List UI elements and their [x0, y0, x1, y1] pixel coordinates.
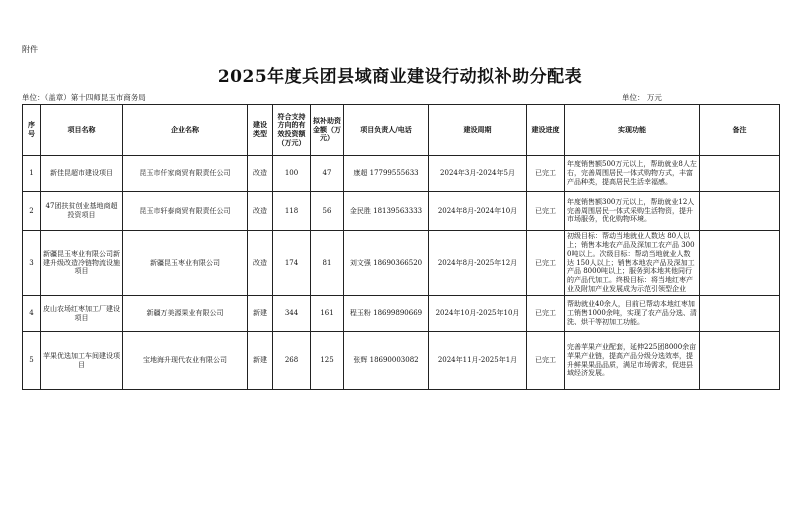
cell-project: 新疆昆玉枣业有限公司新建升级改造冷链物流设施项目 [41, 231, 123, 296]
cell-investment: 344 [273, 296, 311, 332]
cell-function: 年度销售额300万元以上，帮助就业12人完善周围居民一体式采购生活物资，提升市场服务，优化购物环境。 [565, 192, 700, 231]
table-row [23, 156, 780, 192]
cell-investment: 118 [273, 192, 311, 231]
cell-project: 47团扶贫创业基地商超投资项目 [41, 192, 123, 231]
cell-subsidy: 161 [311, 296, 344, 332]
header-cell: 序号 [23, 105, 41, 156]
cell-remark [700, 296, 780, 332]
header-cell: 建设周期 [429, 105, 527, 156]
cell-remark [700, 332, 780, 390]
header-cell: 实现功能 [565, 105, 700, 156]
cell-company: 昆玉市轩泰商贸有限责任公司 [123, 192, 248, 231]
cell-company: 宝地海升现代农业有限公司 [123, 332, 248, 390]
cell-investment: 100 [273, 156, 311, 192]
header-cell: 项目负责人/电话 [344, 105, 429, 156]
cell-investment: 174 [273, 231, 311, 296]
header-cell: 备注 [700, 105, 780, 156]
cell-type: 改造 [248, 156, 273, 192]
cell-subsidy: 56 [311, 192, 344, 231]
cell-company: 新疆昆玉枣业有限公司 [123, 231, 248, 296]
header-cell: 建设进度 [527, 105, 565, 156]
cell-contact: 程玉粉 18699890669 [344, 296, 429, 332]
header-cell: 企业名称 [123, 105, 248, 156]
cell-type: 新建 [248, 296, 273, 332]
cell-progress: 已完工 [527, 332, 565, 390]
table-row [23, 231, 780, 296]
header-cell: 符合支持方向的有效投资额（万元） [273, 105, 311, 156]
table-row [23, 296, 780, 332]
header-cell: 拟补助资金额（万元） [311, 105, 344, 156]
cell-period: 2024年3月-2024年5月 [429, 156, 527, 192]
cell-type: 新建 [248, 332, 273, 390]
attachment-label: 附件 [22, 45, 38, 54]
cell-progress: 已完工 [527, 296, 565, 332]
cell-period: 2024年11月-2025年1月 [429, 332, 527, 390]
cell-subsidy: 47 [311, 156, 344, 192]
cell-contact: 金民胜 18139563333 [344, 192, 429, 231]
cell-function: 年度销售额500万元以上，帮助就业8人左右，完善周围居民一体式购物方式，丰富产品种类，提高居民生活幸福感。 [565, 156, 700, 192]
cell-no: 3 [23, 231, 41, 296]
cell-remark [700, 231, 780, 296]
cell-type: 改造 [248, 192, 273, 231]
cell-investment: 268 [273, 332, 311, 390]
cell-no: 1 [23, 156, 41, 192]
cell-no: 4 [23, 296, 41, 332]
cell-subsidy: 81 [311, 231, 344, 296]
cell-contact: 刘文强 18690366520 [344, 231, 429, 296]
cell-subsidy: 125 [311, 332, 344, 390]
cell-function: 帮助就业40余人，目前已帮动本地红枣加工销售1000余吨，实现了农产品分选、清洗、烘干等初加工功能。 [565, 296, 700, 332]
cell-period: 2024年10月-2025年10月 [429, 296, 527, 332]
header-cell: 项目名称 [41, 105, 123, 156]
unit-issuer: 单位：（盖章）第十四师昆玉市商务局 [22, 93, 146, 102]
unit-currency: 单位： 万元 [622, 93, 662, 102]
table-row [23, 192, 780, 231]
header-cell: 建设类型 [248, 105, 273, 156]
cell-company: 昆玉市仟家商贸有限责任公司 [123, 156, 248, 192]
cell-no: 2 [23, 192, 41, 231]
cell-remark [700, 192, 780, 231]
cell-function: 初级目标：帮动当地就业人数达 80人以上；销售本地农产品及深加工农产品 3000吨以上。次级目标：帮动当地就业人数达 150人以上；销售本地农产品及深加工产品 8000吨以上；服务到本地其他同行的产品代加工。终极目标：将当地红枣产业及附加产业发展成为示范引领型企业 [565, 231, 700, 296]
header-row [23, 105, 780, 156]
cell-project: 皮山农场红枣加工厂建设项目 [41, 296, 123, 332]
cell-progress: 已完工 [527, 231, 565, 296]
page-title: 2025年度兵团县域商业建设行动拟补助分配表 [217, 67, 583, 87]
cell-function: 完善苹果产业配套，延伸225团8000余亩苹果产业链，提高产品分级分选效率，提升鲜果果品品质，满足市场需求，促进县域经济发展。 [565, 332, 700, 390]
cell-project: 新佳昆超市建设项目 [41, 156, 123, 192]
cell-remark [700, 156, 780, 192]
table-row [23, 332, 780, 390]
cell-period: 2024年8月-2024年10月 [429, 192, 527, 231]
cell-progress: 已完工 [527, 156, 565, 192]
cell-company: 新疆万美源果业有限公司 [123, 296, 248, 332]
cell-progress: 已完工 [527, 192, 565, 231]
cell-no: 5 [23, 332, 41, 390]
cell-type: 改造 [248, 231, 273, 296]
cell-contact: 张辉 18690003082 [344, 332, 429, 390]
cell-contact: 康超 17799555633 [344, 156, 429, 192]
cell-period: 2024年8月-2025年12月 [429, 231, 527, 296]
subsidy-table [22, 104, 780, 390]
cell-project: 苹果优选加工车间建设项目 [41, 332, 123, 390]
